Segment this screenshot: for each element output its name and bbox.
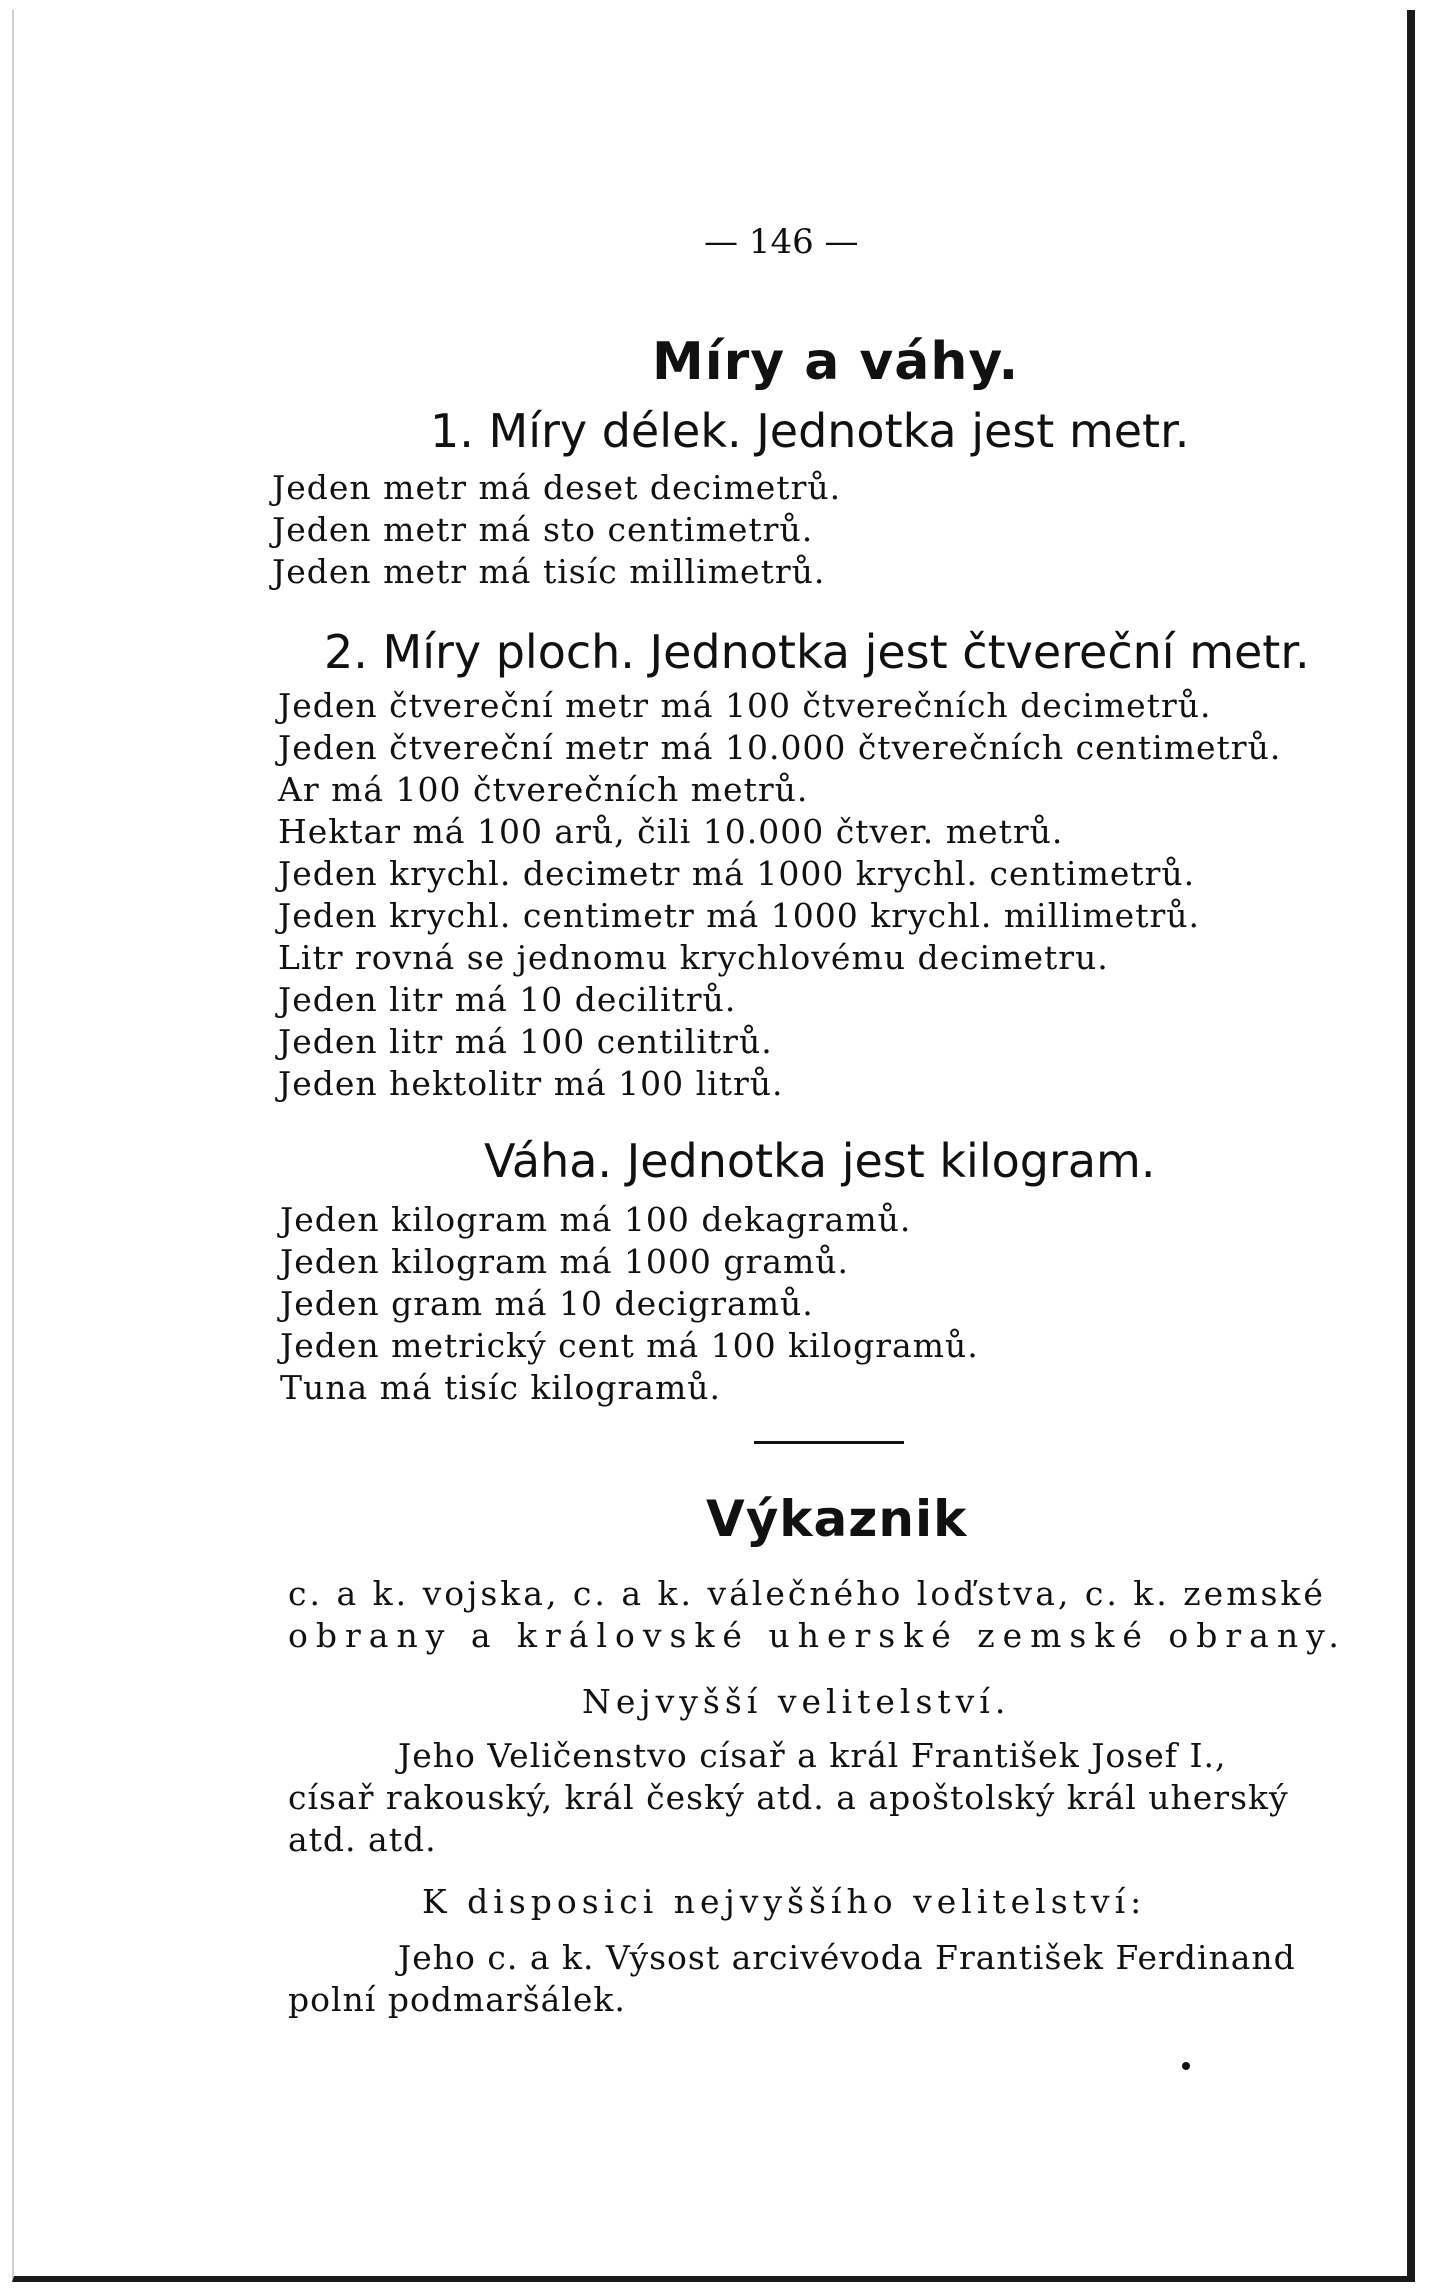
vykaznik-subtitle-line2: obrany a královské uherské zemské obrany. [288,1616,1347,1655]
section-divider [754,1441,904,1444]
section-length-heading: 1. Míry délek. Jednotka jest metr. [430,404,1190,458]
document-page [12,10,1415,2282]
text-line: Hektar má 100 arů, čili 10.000 čtver. metrů. [278,812,1064,851]
text-line: Jeden kilogram má 1000 gramů. [280,1242,850,1281]
text-line: Litr rovná se jednomu krychlovému decimetru. [278,938,1109,977]
page-number: — 146 — [704,222,859,262]
text-line: Jeden litr má 10 decilitrů. [278,980,737,1019]
text-line: Jeden hektolitr má 100 litrů. [278,1064,784,1103]
text-line: Jeden krychl. decimetr má 1000 krychl. centimetrů. [278,854,1196,893]
vykaznik-title: Výkaznik [706,1490,968,1548]
text-line: Jeden litr má 100 centilitrů. [278,1022,773,1061]
text-line: Jeden čtvereční metr má 10.000 čtverečních centimetrů. [278,728,1282,767]
text-line: Jeden gram má 10 decigramů. [280,1284,814,1323]
command-line: atd. atd. [288,1820,437,1859]
section-weight-heading: Váha. Jednotka jest kilogram. [484,1134,1156,1188]
ink-speck [1182,2062,1190,2070]
section-area-heading: 2. Míry ploch. Jednotka jest čtvereční metr. [324,625,1310,679]
text-line: Jeden metr má deset decimetrů. [272,468,842,507]
disposal-line: Jeho c. a k. Výsost arcivévoda František Ferdinand [398,1938,1296,1977]
command-heading: Nejvyšší velitelství. [582,1682,1011,1721]
text-line: Ar má 100 čtverečních metrů. [278,770,809,809]
text-line: Jeden metr má sto centimetrů. [272,510,814,549]
disposal-heading: K disposici nejvyššího velitelství: [422,1882,1147,1921]
text-line: Jeden krychl. centimetr má 1000 krychl. millimetrů. [278,896,1200,935]
page-title: Míry a váhy. [652,332,1020,392]
text-line: Jeden čtvereční metr má 100 čtverečních decimetrů. [278,686,1212,725]
text-line: Jeden kilogram má 100 dekagramů. [280,1200,912,1239]
text-line: Tuna má tisíc kilogramů. [280,1368,721,1407]
text-line: Jeden metr má tisíc millimetrů. [272,552,826,591]
command-line: císař rakouský, král český atd. a apoštolský král uherský [288,1778,1289,1817]
text-line: Jeden metrický cent má 100 kilogramů. [280,1326,979,1365]
command-line: Jeho Veličenstvo císař a král František Josef I., [398,1736,1227,1775]
vykaznik-subtitle-line1: c. a k. vojska, c. a k. válečného loďstva, c. k. zemské [288,1574,1326,1613]
disposal-line: polní podmaršálek. [288,1980,626,2019]
